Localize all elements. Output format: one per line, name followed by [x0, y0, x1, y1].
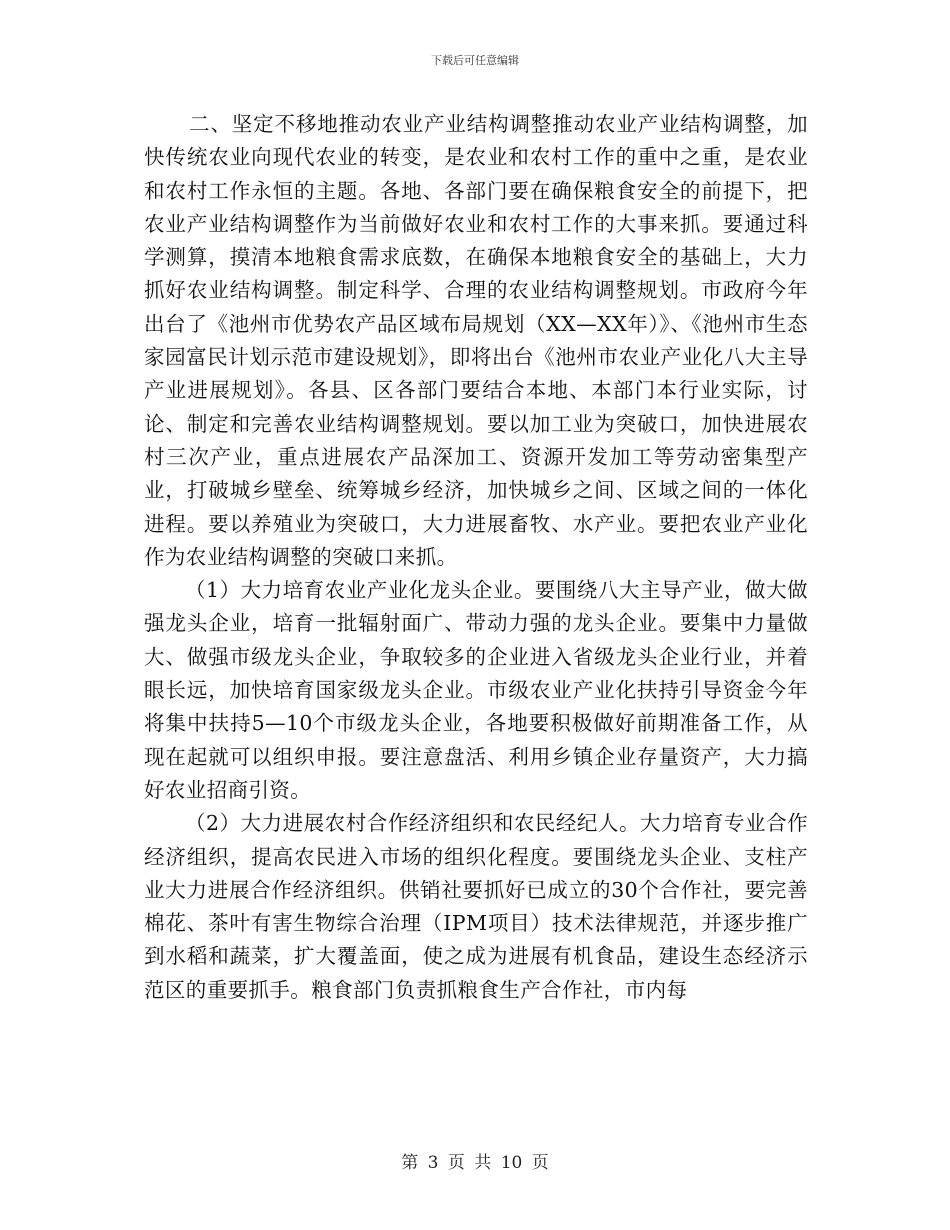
paragraph-item-2: （2）大力进展农村合作经济组织和农民经纪人。大力培育专业合作经济组织，提高农民进入市场的组织化程度。要围绕龙头企业、支柱产业大力进展合作经济组织。供销社要抓好已成立的30个合作社，要完善棉花、茶叶有害生物综合治理（IPM项目）技术法律规范，并逐步推广到水稻和蔬菜，扩大覆盖面，使之成为进展有机食品，建设生态经济示范区的重要抓手。粮食部门负责抓粮食生产合作社，市内每 — [144, 811, 808, 1002]
paragraph-section-two: 二、坚定不移地推动农业产业结构调整推动农业产业结构调整，加快传统农业向现代农业的转变，是农业和农村工作的重中之重，是农业和农村工作永恒的主题。各地、各部门要在确保粮食安全的前提下，把农业产业结构调整作为当前做好农业和农村工作的大事来抓。要通过科学测算，摸清本地粮食需求底数，在确保本地粮食安全的基础上，大力抓好农业结构调整。制定科学、合理的农业结构调整规划。市政府今年出台了《池州市优势农产品区域布局规划（XX—XX年）》、《池州市生态家园富民计划示范市建设规划》，即将出台《池州市农业产业化八大主导产业进展规划》。各县、区各部门要结合本地、本部门本行业实际，讨论、制定和完善农业结构调整规划。要以加工业为突破口，加快进展农村三次产业，重点进展农产品深加工、资源开发加工等劳动密集型产业，打破城乡壁垒、统筹城乡经济，加快城乡之间、区域之间的一体化进程。要以养殖业为突破口，大力进展畜牧、水产业。要把农业产业化作为农业结构调整的突破口来抓。 — [144, 112, 808, 569]
paragraph-item-1: （1）大力培育农业产业化龙头企业。要围绕八大主导产业，做大做强龙头企业，培育一批辐射面广、带动力强的龙头企业。要集中力量做大、做强市级龙头企业，争取较多的企业进入省级龙头企业行业，并着眼长远，加快培育国家级龙头企业。市级农业产业化扶持引导资金今年将集中扶持5—10个市级龙头企业，各地要积极做好前期准备工作，从现在起就可以组织申报。要注意盘活、利用乡镇企业存量资产，大力搞好农业招商引资。 — [144, 578, 808, 802]
document-body — [144, 108, 808, 1007]
page-footer: 第 3 页 共 10 页 — [401, 1153, 549, 1173]
page-header: 下载后可任意编辑 — [431, 54, 519, 67]
